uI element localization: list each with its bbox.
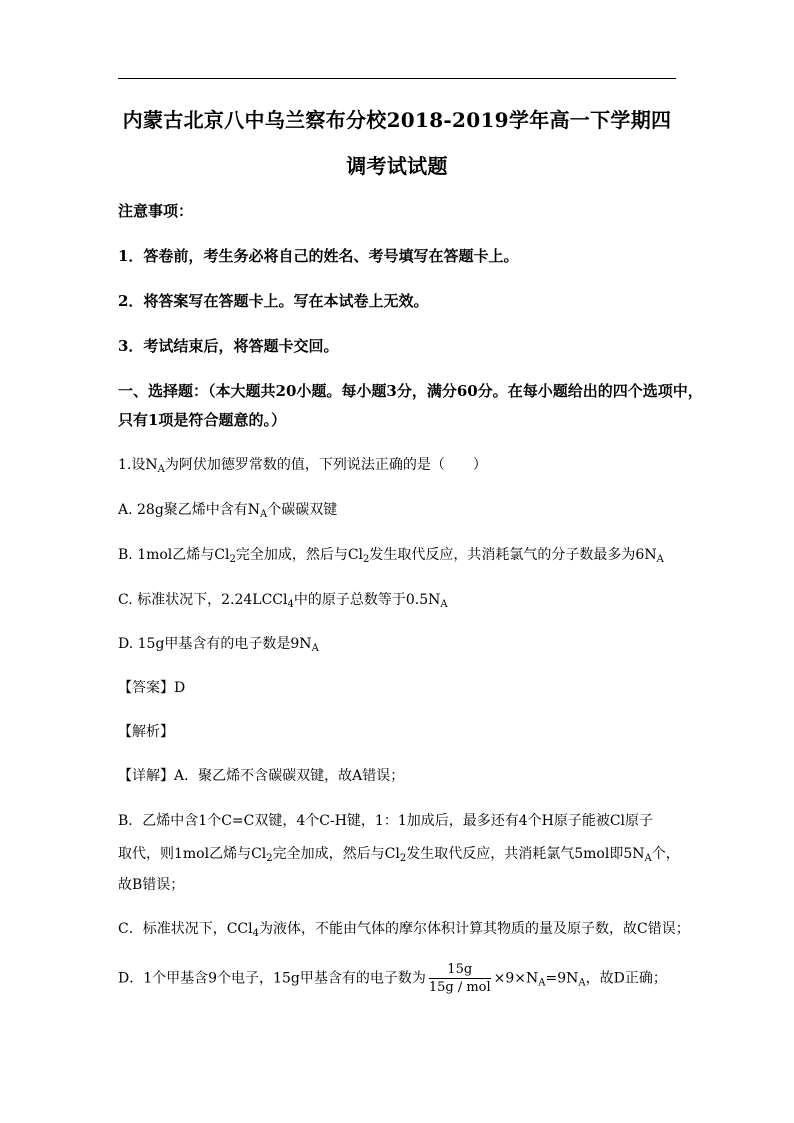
header-rule bbox=[118, 78, 676, 79]
question-1-stem: 1.设$N_A$为阿伏加德罗常数的值，下列说法正确的是（ ） bbox=[118, 457, 487, 475]
notes-heading: 注意事项： bbox=[118, 202, 194, 220]
section-heading-line2: 只有1项是符合题意的。） bbox=[118, 411, 286, 429]
detail-b-line1: B．乙烯中含1个C=C双键，4个C-H键，1：1加成后，最多还有4个H原子能被Cl原子 bbox=[118, 813, 654, 829]
document-title-line1: 内蒙古北京八中乌兰察布分校2018-2019学年高一下学期四 bbox=[122, 108, 672, 132]
fraction-denominator: 15g / mol bbox=[428, 980, 491, 995]
fraction-numerator: 15g bbox=[429, 962, 491, 979]
detail-c: C．标准状况下，CCl$_4$为液体，不能由气体的摩尔体积计算其物质的量及原子数，故C错误； bbox=[118, 921, 690, 939]
detail-b-line3: 故B错误； bbox=[118, 877, 185, 893]
detail-b-line2: 取代，则1mol乙烯与$Cl_2$完全加成，然后与$Cl_2$发生取代反应，共消耗氯气5mol即$5N_A$个， bbox=[118, 846, 680, 864]
question-1-option-d: D. 15g甲基含有的电子数是$9N_A$ bbox=[118, 636, 319, 654]
note-item-2: 2．将答案写在答题卡上。写在本试卷上无效。 bbox=[118, 292, 429, 310]
note-item-1: 1．答卷前，考生务必将自己的姓名、考号填写在答题卡上。 bbox=[118, 247, 519, 265]
detail-d: D．1个甲基含9个电子，15g甲基含有的电子数为 $\frac{15g}{\text{15g / mol}}$ $\times 9\times N_A=9N_A$，故D正确； bbox=[118, 962, 667, 995]
document-title-line2: 调考试试题 bbox=[346, 154, 448, 178]
section-heading-line1: 一、选择题：（本大题共20小题。每小题3分，满分60分。在每小题给出的四个选项中， bbox=[118, 382, 703, 400]
fraction bbox=[429, 962, 491, 995]
answer-label: 【答案】D bbox=[118, 680, 186, 696]
analysis-label: 【解析】 bbox=[118, 724, 174, 740]
note-item-3: 3．考试结束后，将答题卡交回。 bbox=[118, 337, 339, 355]
detail-a: 【详解】A．聚乙烯不含碳碳双键，故A错误； bbox=[118, 768, 405, 784]
question-1-option-b: B. 1mol乙烯与$Cl_2$完全加成，然后与$Cl_2$发生取代反应，共消耗氯气的分子数最多为$6N_A$ bbox=[118, 547, 664, 565]
question-1-option-c: C. 标准状况下，2.24LCCl$_4$中的原子总数等于$0.5N_A$ bbox=[118, 592, 448, 610]
question-1-option-a: A. 28g聚乙烯中含有$N_A$个碳碳双键 bbox=[118, 502, 338, 520]
